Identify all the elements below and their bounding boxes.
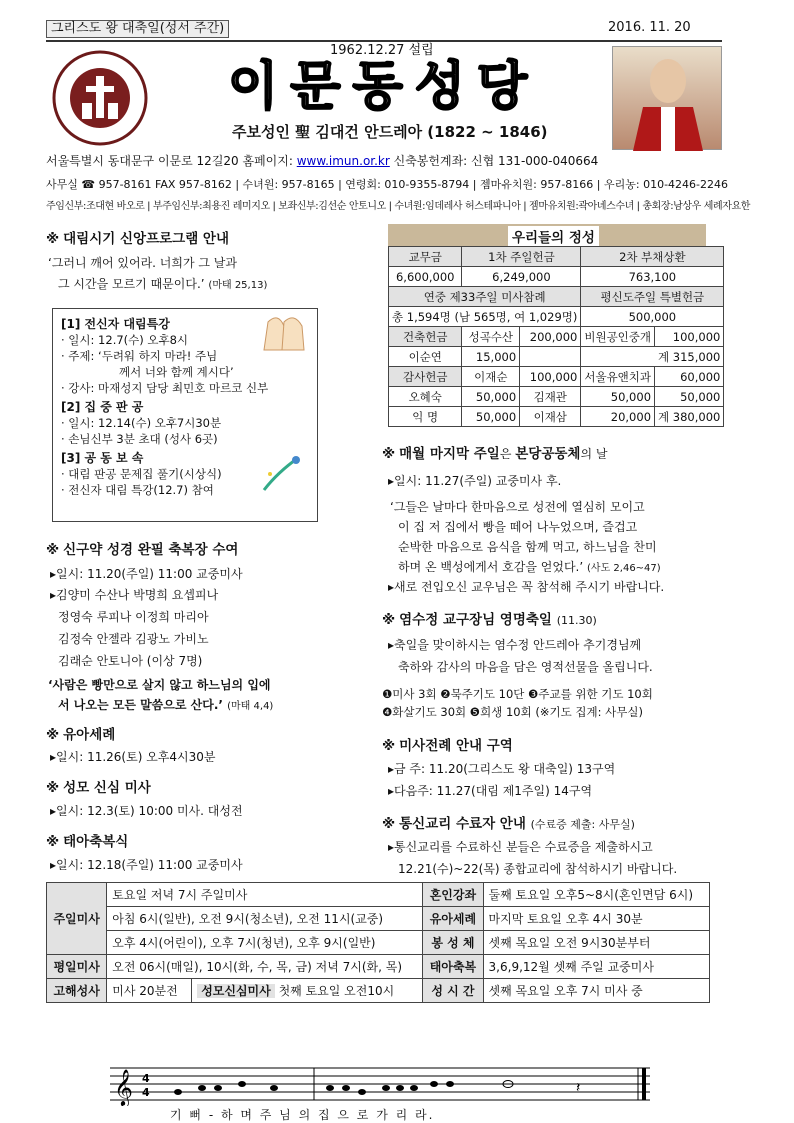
program-line: · 일시: 12.14(수) 오후7시30분 (61, 416, 222, 430)
serve-line-1: ▸금 주: 11.20(그리스도 왕 대축일) 13구역 (388, 762, 616, 776)
patron-saint-portrait (612, 46, 722, 150)
mass-schedule-table: 주일미사 토요일 저녁 7시 주일미사 혼인강좌 둘째 토요일 오후5~8시(혼인면담 6시) 아침 6시(일반), 오전 9시(청소년), 오전 11시(교중) 유아세례 마지막 토요일 오후 4시 30분 오후 4시(어린이), 오후 7시(청년), 오후 9시(일반) 봉 성 체 셋째 목요일 오전 9시30분부터 평일미사 오전 06시(매일), 10시(화, 수, 목, 금) 저녁 7시(화, 목) 태아축복 3,6,9,12월 셋째 주일 교중미사 고해성사 미사 20분전 성모신심미사 첫째 토요일 오전10시 성 시 간 셋째 목요일 오후 7시 미사 중 (46, 882, 710, 1003)
parish-name: 이문동성당 (228, 57, 540, 117)
feast-label: 그리스도 왕 대축일(성서 주간) (46, 20, 229, 38)
program-heading-3: [3] 공 동 보 속 (61, 451, 144, 465)
bible-names-3: 김정숙 안젤라 김광노 가비노 (58, 632, 209, 646)
monthly-date: ▸일시: 11.27(주일) 교중미사 후. (388, 474, 562, 488)
marian-title: ※ 성모 신심 미사 (46, 780, 151, 796)
collection-table: 교무금 1차 주일헌금 2차 부채상환 6,600,000 6,249,000 763,100 연중 제33주일 미사참례 평신도주일 특별헌금 총 1,594명 (남 565명, 여 1,029명) 500,000 건축헌금 성곡수산 200,000 비원공인중개 100,000 이순연 15,000 계 315,000 감사헌금 이재순 100,000 서울유앤치과 60,000 오혜숙 50,000 김재관 50,000 50,000 익 명 50,000 이재삼 20,000 계 380,000 (388, 246, 724, 427)
yeom-line-4: ❹화살기도 30회 ❺희생 10회 (※기도 집계: 사무실) (382, 705, 643, 719)
yeom-line-2: 축하와 감사의 마음을 담은 영적선물을 올립니다. (398, 660, 653, 674)
clergy-line: 주임신부:조대현 바오로 | 부주임신부:최용진 레미지오 | 보좌신부:김선순 안토니오 | 수녀원:임데레사 허스테파니아 | 젬마유치원:곽아녜스수녀 | 총회장:남상우 세례자요한 (46, 201, 751, 212)
catechism-line-2: 12.21(수)~22(목) 종합교리에 참석하시기 바랍니다. (398, 862, 678, 876)
section-mark-icon: ※ (382, 738, 396, 754)
program-heading-2: [2] 집 중 판 공 (61, 400, 144, 414)
svg-text:4: 4 (142, 1086, 150, 1099)
baptism-title: ※ 유아세례 (46, 727, 116, 743)
address-text: 서울특별시 동대문구 이문로 12길20 홈페이지: (46, 154, 297, 168)
prenatal-title: ※ 태아축복식 (46, 834, 129, 850)
serve-title: ※ 미사전례 안내 구역 (382, 738, 513, 754)
bulletin-date: 2016. 11. 20 (608, 20, 691, 35)
yeom-title: ※ 염수정 교구장님 영명축일 (11.30) (382, 612, 597, 628)
svg-text:4: 4 (142, 1072, 150, 1085)
advent-title: ※ 대림시기 신앙프로그램 안내 (46, 231, 230, 247)
bible-title: ※ 신구약 성경 완필 축복장 수여 (46, 542, 239, 558)
yeom-line-1: ▸축일을 맞이하시는 염수정 안드레아 추기경님께 (388, 638, 642, 652)
bible-names-1: ▸김양미 수산나 박명희 요셉피나 (50, 588, 219, 602)
star-sparkle-icon (258, 452, 302, 496)
yeom-line-3: ❶미사 3회 ❷묵주기도 10단 ❸주교를 위한 기도 10회 (382, 687, 653, 701)
header-divider (46, 40, 722, 42)
established-date: 1962.12.27 설립 (330, 43, 434, 58)
section-mark-icon: ※ (46, 834, 60, 850)
serve-line-2: ▸다음주: 11.27(대림 제1주일) 14구역 (388, 784, 593, 798)
monthly-note: ▸새로 전입오신 교우님은 꼭 참석해 주시기 바랍니다. (388, 580, 665, 594)
section-mark-icon: ※ (46, 727, 60, 743)
section-mark-icon: ※ (382, 816, 396, 832)
bells-icon (258, 312, 308, 360)
catechism-title: ※ 통신교리 수료자 안내 (수료증 제출: 사무실) (382, 816, 635, 832)
svg-text:𝄞: 𝄞 (114, 1068, 133, 1106)
monthly-quote-2: 이 집 저 집에서 빵을 떼어 나누었으며, 즐겁고 (398, 520, 638, 534)
bible-names-2: 정영숙 루피나 이정희 마리아 (58, 610, 209, 624)
section-mark-icon: ※ (46, 542, 60, 558)
program-line: · 주제: ‘두려워 하지 마라! 주님 (61, 349, 218, 363)
website-link[interactable]: www.imun.or.kr (296, 154, 390, 168)
advent-quote-2: 그 시간을 모르기 때문이다.’ (마태 25,13) (58, 277, 268, 291)
bible-date: ▸일시: 11.20(주일) 11:00 교중미사 (50, 567, 243, 581)
monthly-title: ※ 매월 마지막 주일은 본당공동체의 날 (382, 446, 608, 462)
contact-line: 사무실 ☎ 957-8161 FAX 957-8162 | 수녀원: 957-8165 | 연령회: 010-9355-8794 | 젬마유치원: 957-8166 | 우리농: 010-4246-2246 (46, 178, 728, 191)
section-mark-icon: ※ (382, 612, 396, 628)
address-line (46, 154, 598, 168)
account-text: 신축봉헌계좌: 신협 131-000-040664 (389, 154, 599, 168)
bible-quote-2: 서 나오는 모든 말씀으로 산다.’ (마태 4,4) (58, 698, 274, 712)
advent-quote-1: ‘그러니 깨어 있어라. 너희가 그 날과 (48, 256, 237, 270)
program-line: · 손님신부 3분 초대 (성사 6곳) (61, 432, 218, 446)
prenatal-date: ▸일시: 12.18(주일) 11:00 교중미사 (50, 858, 243, 872)
catechism-line-1: ▸통신교리를 수료하신 분들은 수료증을 제출하시고 (388, 840, 653, 854)
section-mark-icon: ※ (46, 231, 60, 247)
baptism-date: ▸일시: 11.26(토) 오후4시30분 (50, 750, 216, 764)
bible-names-4: 김래순 안토니아 (이상 7명) (58, 654, 203, 668)
parish-seal-logo (50, 48, 150, 148)
svg-text:𝄽: 𝄽 (576, 1080, 581, 1096)
program-line: · 대림 판공 문제집 풀기(시상식) (61, 467, 222, 481)
program-heading-1: [1] 전신자 대림특강 (61, 317, 170, 331)
program-line: · 강사: 마재성지 담당 최민호 마르코 신부 (61, 381, 269, 395)
bible-quote-1: ‘사람은 빵만으로 살지 않고 하느님의 입에 (48, 678, 271, 692)
monthly-quote-3: 순박한 마음으로 음식을 함께 먹고, 하느님을 찬미 (398, 540, 657, 554)
monthly-quote-1: ‘그들은 날마다 한마음으로 성전에 열심히 모이고 (390, 500, 645, 514)
monthly-quote-4: 하며 온 백성에게서 호감을 얻었다.’ (사도 2,46~47) (398, 560, 661, 574)
program-line: · 전신자 대림 특강(12.7) 참여 (61, 483, 214, 497)
collection-banner (388, 224, 706, 246)
section-mark-icon: ※ (46, 780, 60, 796)
program-line: 께서 너와 함께 계시다’ (119, 365, 234, 379)
patron-saint: 주보성인 聖 김대건 안드레아 (1822 ~ 1846) (232, 123, 548, 141)
section-mark-icon: ※ (382, 446, 396, 462)
collection-title: 우리들의 정성 (508, 226, 599, 246)
hymn-lyrics: 기 뻐 - 하 며 주 님 의 집 으 로 가 리 라. (170, 1108, 435, 1122)
hymn-score (110, 1062, 650, 1106)
program-line: · 일시: 12.7(수) 오후8시 (61, 333, 189, 347)
marian-date: ▸일시: 12.3(토) 10:00 미사. 대성전 (50, 804, 243, 818)
